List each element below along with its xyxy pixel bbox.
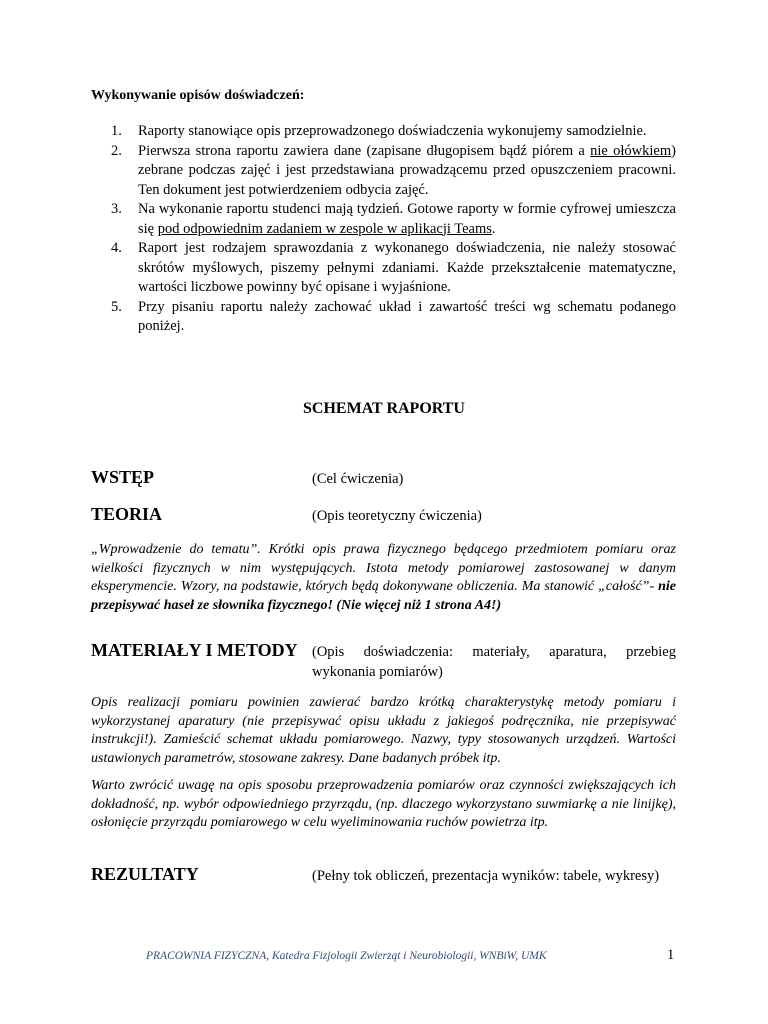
- section-heading: MATERIAŁY I METODY: [91, 640, 298, 660]
- list-item: 3. Na wykonanie raportu studenci mają tydzień. Gotowe raporty w formie cyfrowej umieszcza się pod odpowiednim zadaniem w zespole w aplikacji Teams.: [111, 201, 676, 237]
- section-heading: TEORIA: [91, 504, 163, 524]
- underlined-text: pod odpowiednim zadaniem w zespole w aplikacji Teams: [157, 220, 492, 237]
- list-item: 1. Raporty stanowiące opis przeprowadzonego doświadczenia wykonujemy samodzielnie.: [111, 123, 647, 139]
- list-item: 4. Raport jest rodzajem sprawozdania z wykonanego doświadczenia, nie należy stosować skrótów myślowych, piszemy pełnymi zdaniami. Każde przekształcenie matematyczne, wartości liczbowe powinny być opisane i wyjaśnione.: [111, 240, 676, 295]
- rules-list: [91, 122, 676, 337]
- page-footer: PRACOWNIA FIZYCZNA, Katedra Fizjologii Zwierząt i Neurobiologii, WNBiW, UMK: [146, 950, 547, 962]
- section-heading: REZULTATY: [91, 864, 199, 884]
- section-teoria: [91, 505, 676, 529]
- list-item: 5. Przy pisaniu raportu należy zachować układ i zawartość treści wg schematu podanego poniżej.: [111, 298, 676, 334]
- schema-title: SCHEMAT RAPORTU: [303, 400, 465, 417]
- bold-warning: nie przepisywać haseł ze słownika fizycznego! (Nie więcej niż 1 strona A4!): [91, 579, 676, 613]
- list-item: 2. Pierwsza strona raportu zawiera dane (zapisane długopisem bądź piórem a nie ołówkiem) zebrane podczas zajęć i jest przedstawiana prowadzącemu przed opuszczeniem pracowni. Ten dokument jest potwierdzeniem odbycia zajęć.: [111, 142, 676, 198]
- section-description: (Opis doświadczenia: materiały, aparatura, przebieg wykonania pomiarów): [312, 644, 676, 680]
- underlined-text: nie ołówkiem: [590, 142, 672, 159]
- metody-paragraph-2: Warto zwrócić uwagę na opis sposobu przeprowadzenia pomiarów oraz czynności zwiększających ich dokładność, np. wybór odpowiedniego przyrządu, (np. dlaczego wykorzystano suwmiarkę a nie linijkę), osłonięcie przyrządu pomiarowego w celu wyeliminowania ruchów powietrza itp.: [91, 778, 676, 830]
- section-wstep: [91, 468, 676, 492]
- page-number: 1: [667, 947, 675, 963]
- section-heading: WSTĘP: [91, 467, 155, 487]
- section-description: (Pełny tok obliczeń, prezentacja wyników: tabele, wykresy): [312, 868, 660, 884]
- section-description: (Opis teoretyczny ćwiczenia): [312, 508, 482, 524]
- section-metody: [91, 641, 676, 681]
- metody-paragraph-1: Opis realizacji pomiaru powinien zawierać bardzo krótką charakterystykę metody pomiaru i wykorzystanej aparatury (nie przepisywać opisu układu z jakiegoś podręcznika, nie przepisywać instrukcji!). Zamieścić schemat układu pomiarowego. Nazwy, typy stosowanych urządzeń. Wartości ustawionych parametrów, stosowane zakresy. Dane badanych próbek itp.: [91, 695, 676, 766]
- intro-title: Wykonywanie opisów doświadczeń:: [91, 88, 305, 103]
- section-rezultaty: [91, 865, 676, 905]
- section-description: (Cel ćwiczenia): [312, 471, 404, 487]
- teoria-paragraph: „Wprowadzenie do tematu”. Krótki opis prawa fizycznego będącego przedmiotem pomiaru oraz wielkości fizycznych w nim występujących. Istota metody pomiarowej zastosowanej w danym eksperymencie. Wzory, na podstawie, których będą dokonywane obliczenia. Ma stanowić „całość”- nie przepisywać haseł ze słownika fizycznego! (Nie więcej niż 1 strona A4!): [91, 542, 676, 613]
